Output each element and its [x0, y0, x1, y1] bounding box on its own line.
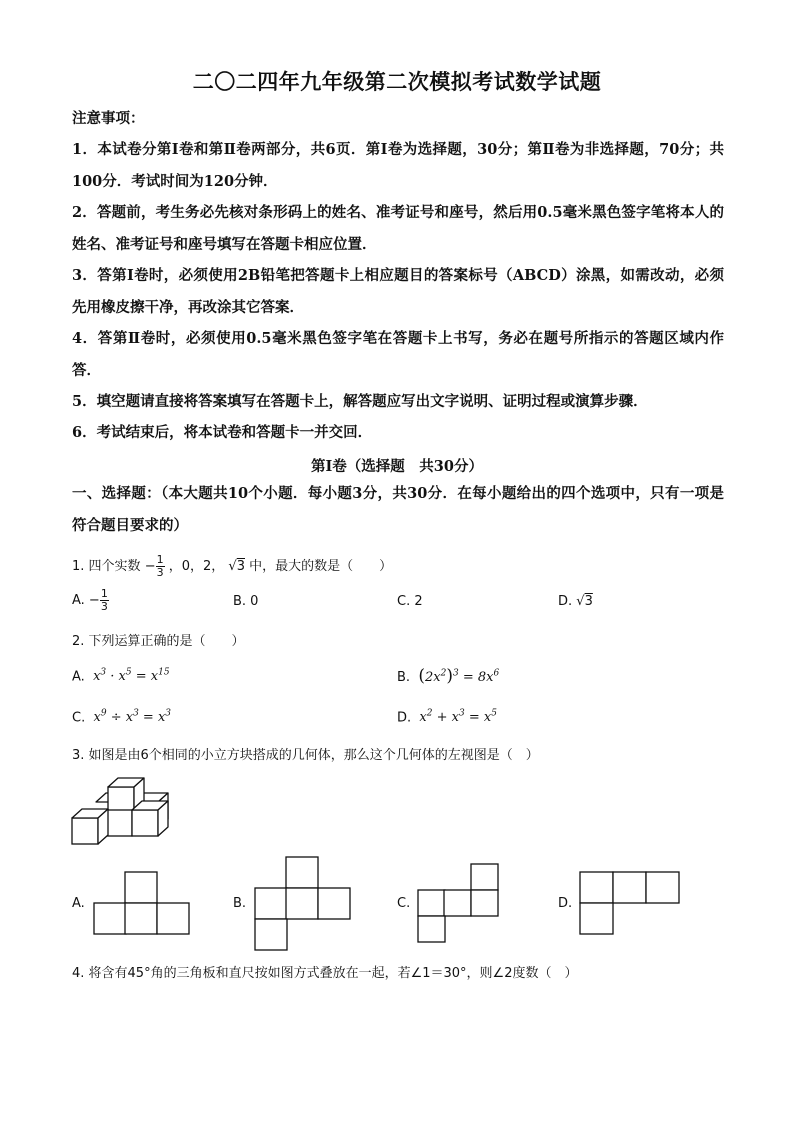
notice-item-2: 2．答题前，考生务必先核对条形码上的姓名、准考证号和座号，然后用0.5毫米黑色签字笔将本人的姓名、准考证号和座号填写在答题卡相应位置．: [72, 204, 724, 253]
q1-stem-prefix: 1. 四个实数: [72, 559, 141, 574]
q1-stem-suffix: 中，最大的数是（ ）: [249, 559, 393, 574]
q3-option-d-figure[interactable]: [579, 871, 681, 935]
notice-heading: 注意事项：: [72, 110, 145, 127]
question-2: 2. 下列运算正确的是（ ）: [72, 634, 245, 649]
q2-option-d[interactable]: D. $x^2 + x^3 = x^5$: [397, 709, 497, 726]
q3-option-d-label[interactable]: D.: [558, 896, 573, 911]
q1-sqrt: √3: [228, 559, 245, 574]
q3-option-b-label[interactable]: B.: [233, 896, 247, 911]
notice-item-6: 6．考试结束后，将本试卷和答题卡一并交回．: [72, 424, 373, 441]
question-3: 3. 如图是由6个相同的小立方块搭成的几何体，那么这个几何体的左视图是（ ）: [72, 748, 539, 763]
section-heading: 第Ⅰ卷（选择题 共30分）: [311, 458, 483, 475]
page-title: 二〇二四年九年级第二次模拟考试数学试题: [192, 69, 602, 94]
q1-neg-fraction: − $\frac{1}{3}$: [144, 553, 164, 579]
notice-item-3: 3．答第Ⅰ卷时，必须使用2B铅笔把答题卡上相应题目的答案标号（ABCD）涂黑，如需改动，必须先用橡皮擦干净，再改涂其它答案．: [72, 267, 724, 316]
question-4: 4. 将含有45°角的三角板和直尺按如图方式叠放在一起，若∠1＝30°，则∠2度数（ ）: [72, 966, 578, 981]
part-title: 一、选择题：（本大题共10个小题．每小题3分，共30分．在每小题给出的四个选项中，只有一项是符合题目要求的）: [72, 485, 724, 534]
q1-option-b[interactable]: B. 0: [233, 594, 259, 609]
q1-option-c[interactable]: C. 2: [397, 594, 423, 609]
q3-option-c-figure[interactable]: [417, 863, 501, 945]
q1-option-a[interactable]: A. − $\frac{1}{3}$: [72, 587, 108, 613]
q3-option-a-figure[interactable]: [93, 871, 193, 935]
notice-item-1: 1．本试卷分第Ⅰ卷和第Ⅱ卷两部分，共6页．第Ⅰ卷为选择题，30分；第Ⅱ卷为非选择题，70分；共100分．考试时间为120分钟．: [72, 141, 724, 190]
q1-option-d[interactable]: D. √3: [558, 594, 593, 609]
q2-option-b[interactable]: B. $(2x^2)^3 = 8x^6$: [397, 666, 500, 686]
notice-item-4: 4．答第Ⅱ卷时，必须使用0.5毫米黑色签字笔在答题卡上书写，务必在题号所指示的答题区域内作答．: [72, 330, 724, 379]
q1-stem-mid: ，0，2，: [168, 559, 225, 574]
question-1: [72, 554, 392, 579]
q2-option-c[interactable]: C. $x^9 \div x^3 = x^3$: [72, 709, 172, 726]
q3-option-c-label[interactable]: C.: [397, 896, 411, 911]
q3-cube-solid-figure: [70, 774, 170, 846]
q3-option-b-figure[interactable]: [254, 856, 352, 952]
q1-frac-num: 1: [156, 553, 164, 566]
q1-frac-den: 3: [156, 566, 164, 579]
notice-item-5: 5．填空题请直接将答案填写在答题卡上，解答题应写出文字说明、证明过程或演算步骤．: [72, 393, 648, 410]
q2-option-a[interactable]: A. $x^3 \cdot x^5 = x^{15}$: [72, 668, 170, 685]
q3-option-a-label[interactable]: A.: [72, 896, 85, 911]
